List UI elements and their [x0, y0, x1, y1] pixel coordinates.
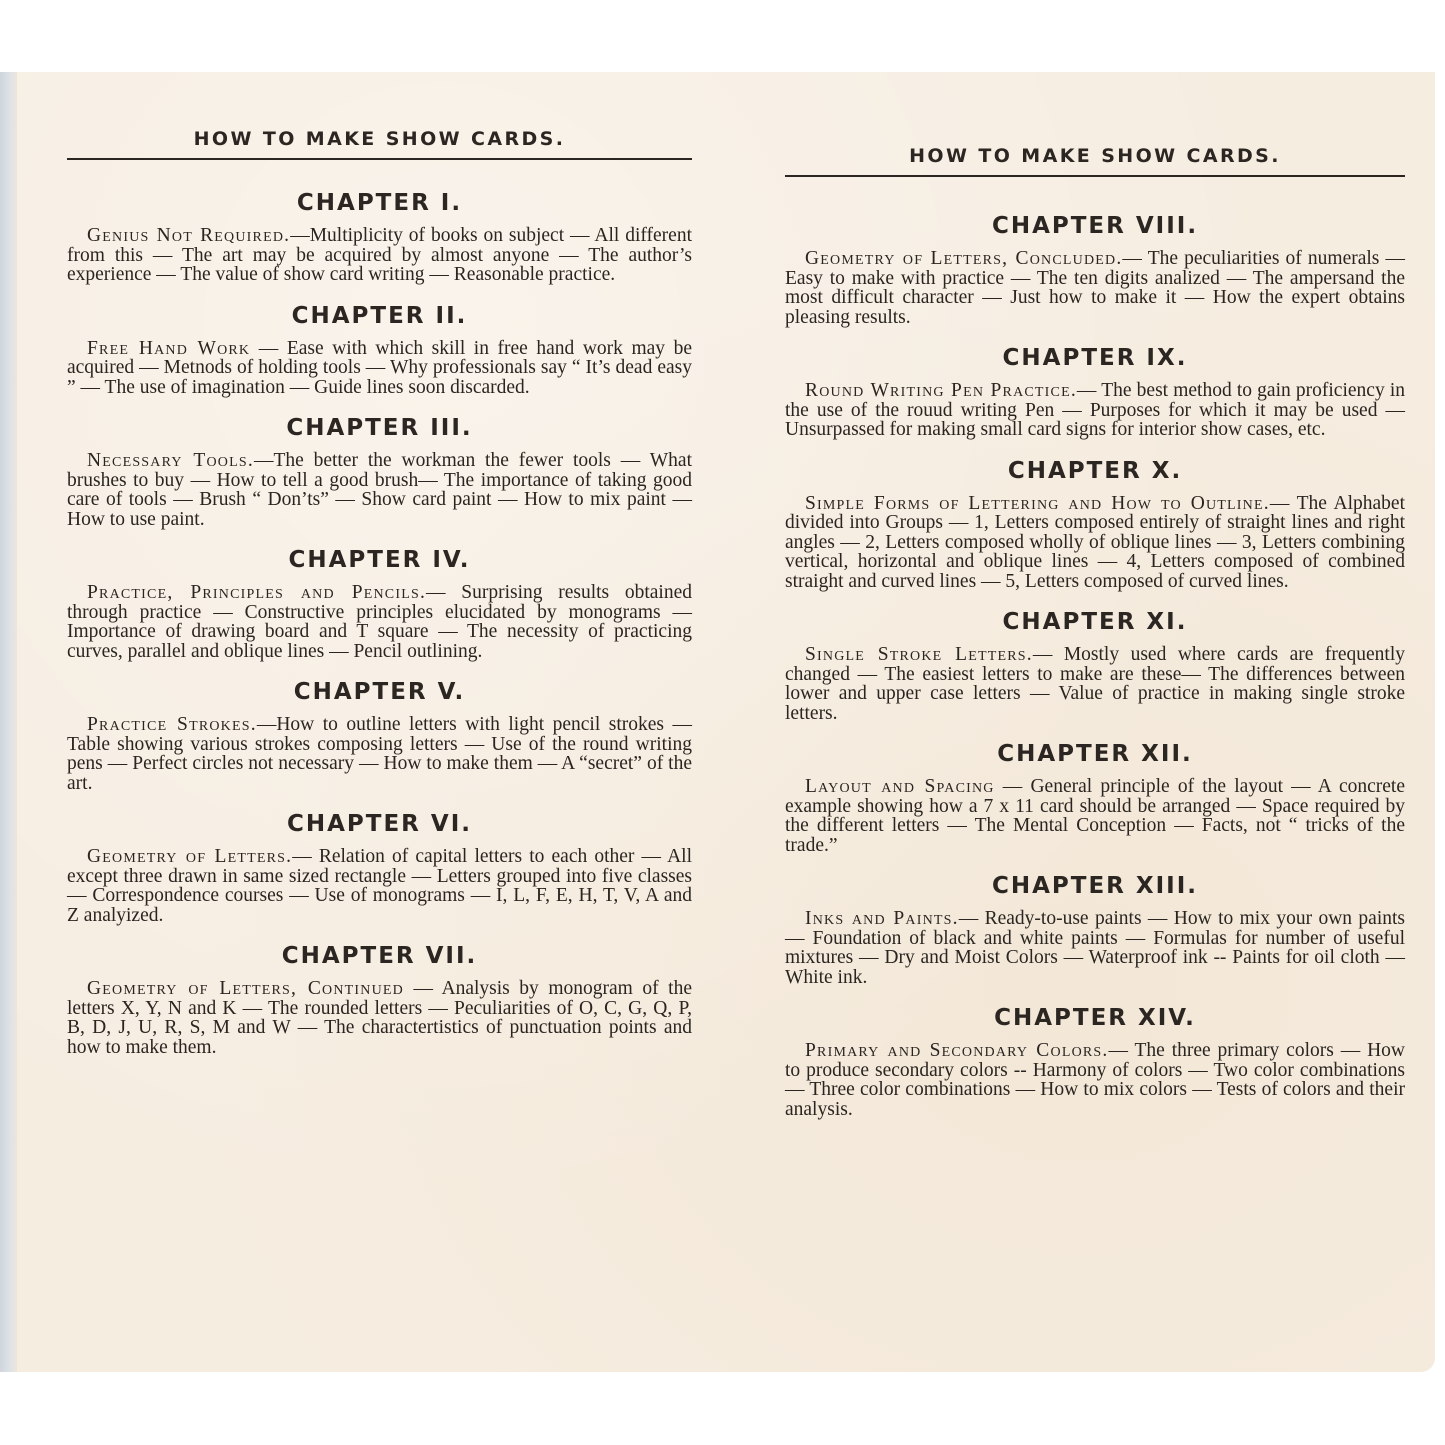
- running-head: HOW TO MAKE SHOW CARDS.: [67, 128, 692, 160]
- chapter-text: —Multiplicity of books on subject — All different from this — The art may be acquired by almost anyone — The author’s experience — The value of show card writing — Reasonable practice.: [67, 225, 692, 285]
- chapter-text: — Ease with which skill in free hand work may be acquired — Metnods of holding tools — Why professionals say “ It’s dead easy ” — The use of imagination — Guide lines soon discarded.: [67, 337, 692, 398]
- chapter-text: — The best method to gain proficiency in the use of the rouud writing Pen — Purposes for which it may be used — Unsurpassed for making small card signs for interior show cases, etc.: [785, 380, 1406, 440]
- chapter-title: CHAPTER IV.: [288, 547, 471, 573]
- chapter-6: [67, 811, 692, 925]
- chapter-topic: Practice Strokes.: [87, 714, 257, 735]
- chapter-text: — The three primary colors — How to produce secondary colors -- Harmony of colors — Two color combinations — Three color combinations — How to mix colors — Tests of colors and their analysis.: [785, 1040, 1405, 1120]
- chapter-3: [67, 415, 692, 529]
- chapter-10: [785, 458, 1405, 592]
- chapter-text: — Relation of capital letters to each other — All except three drawn in same sized rectangle — Letters grouped into five classes — Correspondence courses — Use of monograms — I, L, F, E, H, T, V, A and Z analyized.: [67, 846, 692, 926]
- running-head: HOW TO MAKE SHOW CARDS.: [785, 145, 1405, 177]
- chapter-topic: Round Writing Pen Practice.: [805, 380, 1077, 401]
- chapter-text: —The better the workman the fewer tools — What brushes to buy — How to tell a good brush— The importance of taking good care of tools — Brush “ Don’ts” — Show card paint — How to mix paint — How to use paint.: [67, 450, 692, 530]
- chapter-topic: Geometry of Letters.: [87, 846, 293, 867]
- chapter-title: CHAPTER II.: [291, 302, 468, 329]
- chapter-summary: [785, 1041, 1405, 1119]
- chapter-5: [67, 679, 692, 793]
- chapter-14: [785, 1005, 1405, 1119]
- chapter-summary: [785, 381, 1405, 440]
- chapter-summary: [785, 645, 1405, 723]
- chapter-summary: [67, 583, 692, 661]
- chapter-topic: Genius Not Required.: [87, 225, 291, 246]
- chapter-summary: [67, 339, 692, 398]
- chapter-title: CHAPTER VII.: [281, 943, 478, 969]
- chapter-summary: [785, 249, 1405, 327]
- left-page: [67, 128, 692, 1075]
- chapter-11: [785, 609, 1405, 723]
- chapter-title: CHAPTER XI.: [1002, 609, 1188, 635]
- chapter-topic: Geometry of Letters, Concluded.: [805, 248, 1123, 269]
- chapter-8: [785, 213, 1405, 327]
- chapter-text: — The Alphabet divided into Groups — 1, Letters composed entirely of straight lines and right angles — 2, Letters composed wholly of oblique lines — 3, Letters combining vertical, horizontal and oblique lines — 4, Letters composed of combined straight and curved lines — 5, Letters composed of curved lines.: [785, 492, 1405, 592]
- chapter-topic: Inks and Paints.: [805, 908, 959, 929]
- chapter-summary: [67, 451, 692, 529]
- chapter-title: CHAPTER XIV.: [994, 1005, 1196, 1031]
- chapter-text: — Mostly used where cards are frequently changed — The easiest letters to make are these— The differences between lower and upper case letters — Value of practice in making single stroke letters.: [785, 644, 1405, 724]
- chapter-13: [785, 873, 1405, 987]
- chapter-9: [785, 345, 1405, 440]
- chapter-title: CHAPTER I.: [296, 190, 463, 216]
- chapter-topic: Single Stroke Letters.: [805, 644, 1033, 665]
- chapter-topic: Simple Forms of Lettering and How to Outline.: [805, 492, 1270, 514]
- right-page: [785, 145, 1405, 1137]
- chapter-1: [67, 190, 692, 285]
- chapter-topic: Layout and Spacing: [805, 776, 995, 797]
- chapter-summary: [785, 909, 1405, 987]
- chapter-text: —How to outline letters with light pencil strokes — Table showing various strokes composing letters — Use of the round writing pens — Perfect circles not necessary — How to make them — A “secret” of the art.: [67, 714, 692, 794]
- chapter-topic: Necessary Tools.: [87, 450, 254, 471]
- chapter-summary: [67, 226, 692, 285]
- chapter-text: — General principle of the layout — A concrete example showing how a 7 x 11 card should be arranged — Space required by the different letters — The Mental Conception — Facts, not “ tricks of the trade.”: [785, 776, 1405, 856]
- chapter-title: CHAPTER VI.: [287, 811, 472, 837]
- chapter-topic: Primary and Secondary Colors.: [805, 1040, 1109, 1061]
- chapter-topic: Practice, Principles and Pencils.: [87, 582, 427, 603]
- chapter-title: CHAPTER XIII.: [991, 873, 1199, 899]
- scan-edge-shadow: [0, 72, 18, 1372]
- chapter-title: CHAPTER IX.: [1002, 345, 1188, 371]
- chapter-topic: Free Hand Work: [87, 337, 251, 359]
- chapter-title: CHAPTER X.: [1007, 457, 1183, 484]
- chapter-summary: [785, 494, 1405, 592]
- chapter-summary: [785, 777, 1405, 855]
- chapter-title: CHAPTER VIII.: [991, 213, 1199, 239]
- chapter-summary: [67, 847, 692, 925]
- chapter-text: — The peculiarities of numerals — Easy to make with practice — The ten digits analized — The ampersand the most difficult character — Just how to make it — How the expert obtains pleasing results.: [785, 248, 1405, 328]
- chapter-text: — Analysis by monogram of the letters X, Y, N and K — The rounded letters — Peculiarities of O, C, G, Q, P, B, D, J, U, R, S, M and W — The charactertistics of punctuation points and how to make them.: [67, 978, 692, 1058]
- chapter-12: [785, 741, 1405, 855]
- chapter-summary: [67, 979, 692, 1057]
- chapter-title: CHAPTER V.: [293, 679, 466, 705]
- chapter-7: [67, 943, 692, 1057]
- chapter-text: — Surprising results obtained through practice — Constructive principles elucidated by monograms — Importance of drawing board and T square — The necessity of practicing curves, parallel and oblique lines — Pencil outlining.: [67, 582, 692, 662]
- chapter-text: — Ready-to-use paints — How to mix your own paints — Foundation of black and white paints — Formulas for number of useful mixtures — Dry and Moist Colors — Waterproof ink -- Paints for oil cloth — White ink.: [785, 908, 1405, 988]
- chapter-summary: [67, 715, 692, 793]
- chapter-title: CHAPTER XII.: [997, 741, 1193, 767]
- chapter-title: CHAPTER III.: [286, 415, 473, 441]
- chapter-2: [67, 303, 692, 398]
- chapter-4: [67, 547, 692, 661]
- chapter-topic: Geometry of Letters, Continued: [87, 978, 404, 999]
